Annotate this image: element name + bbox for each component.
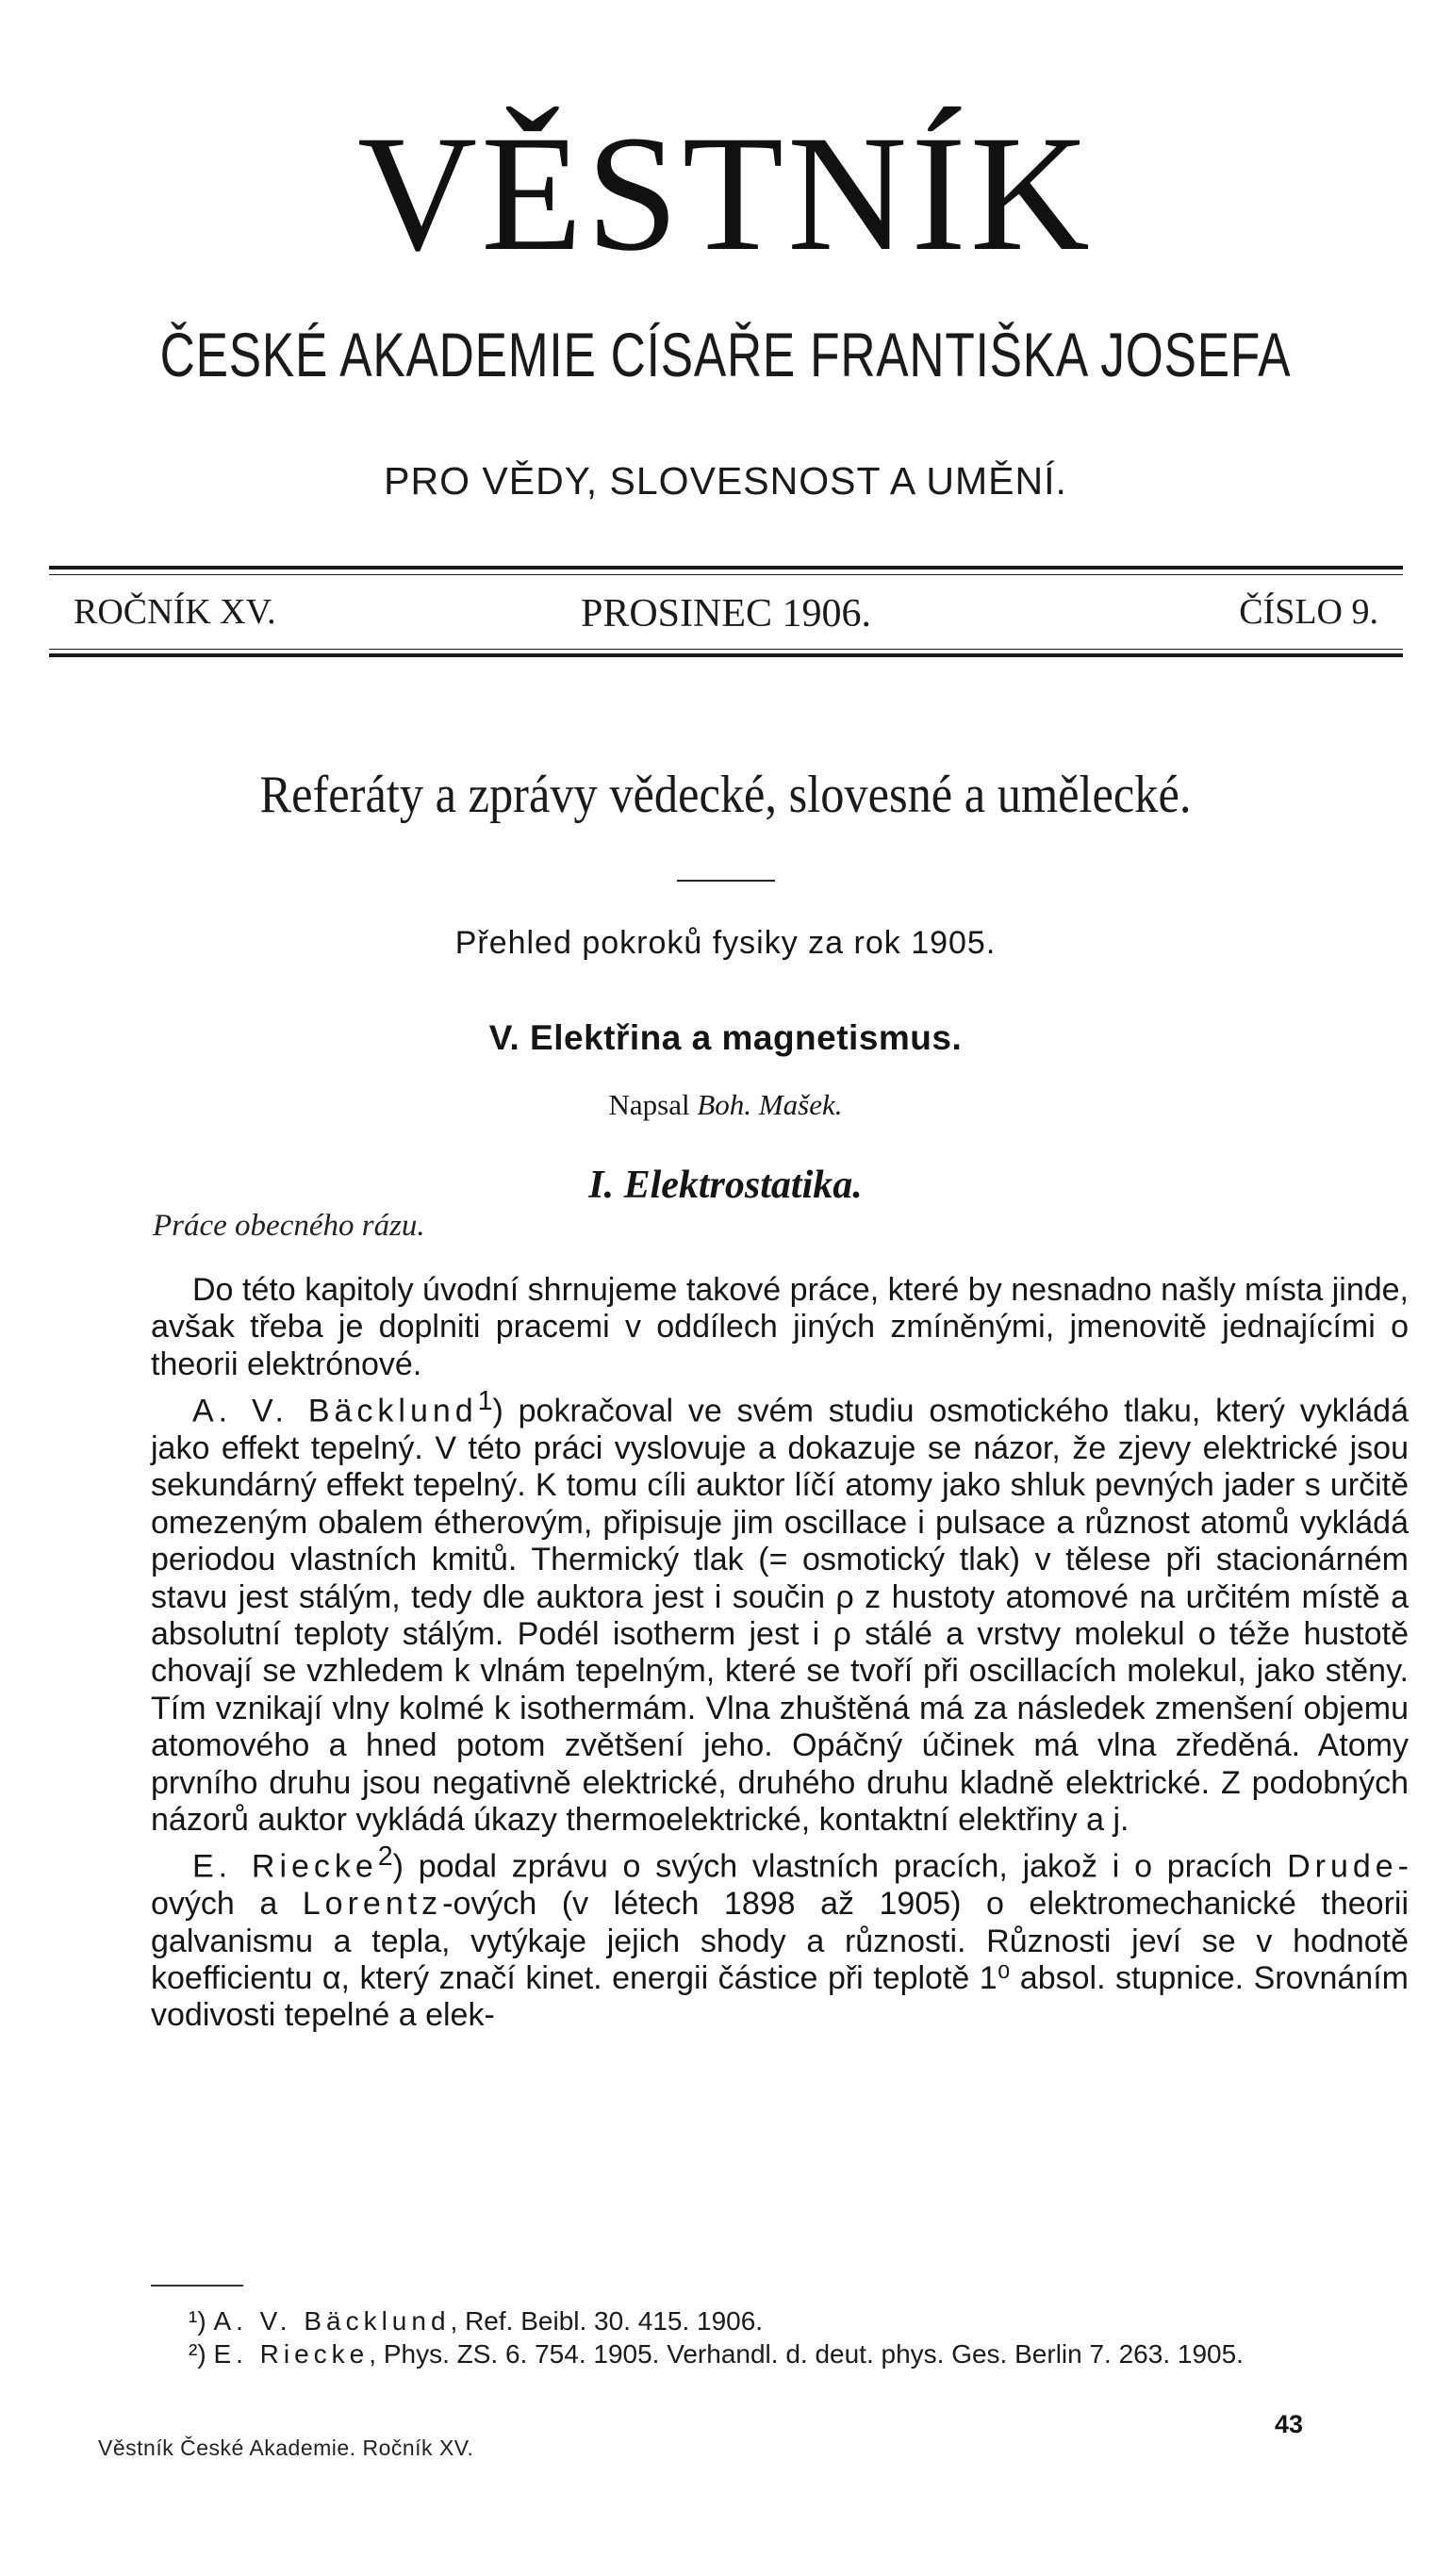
header-rule-top-thick bbox=[49, 566, 1403, 570]
footnote-rule bbox=[151, 2285, 243, 2287]
issue-info-row bbox=[74, 591, 1378, 636]
article-title: Přehled pokroků fysiky za rok 1905. bbox=[454, 925, 997, 961]
issue-date: PROSINEC 1906. bbox=[580, 592, 872, 636]
author-name-lorentz: Lorentz bbox=[302, 1886, 443, 1923]
section-divider bbox=[677, 880, 775, 882]
journal-tagline: PRO VĚDY, SLOVESNOST A UMĚNÍ. bbox=[384, 459, 1067, 503]
footnote-2-author: E. Riecke bbox=[213, 2339, 370, 2369]
footnote-ref-2: 2 bbox=[377, 1841, 393, 1873]
footnote-1-mark: ¹) bbox=[189, 2306, 206, 2336]
header-rule-top-thin bbox=[49, 574, 1403, 575]
paragraph-3-text-c: -ových (v létech 1898 až 1905) o elektromechanické theorii galvanismu a tepla, vytýkaje jejich shody a různosti. Různosti jeví se v hodnotě koefficientu α, který značí kinet. energii částice při teplotě 1⁰ absol. stupnice. Srovnáním vodivosti tepelné a elek- bbox=[151, 1886, 1409, 2034]
paragraph-3 bbox=[151, 1839, 1409, 2034]
paragraph-3-text-b: -ových a bbox=[151, 1848, 1409, 1923]
header-rule-bottom-thick bbox=[49, 653, 1403, 657]
issue-number: ČÍSLO 9. bbox=[1239, 592, 1378, 632]
author-name-backlund: A. V. Bäcklund bbox=[192, 1393, 478, 1429]
paragraph-2-text: ) pokračoval ve svém studiu osmotického tlaku, který vykládá jako effekt tepelný. V této práci vyslovuje a dokazuje se názor, že zjevy elektrické jsou sekundárný effekt tepelný. K tomu cíli auktor líčí atomy jako shluk pevných jader s určitě omezeným obalem étherovým, připisuje jim oscillace i pulsace a různost atomů vykládá periodou vlastních kmitů. Thermický tlak (= osmotický tlak) v tělese při stacionárném stavu jest stálým, tedy dle auktora jest i součin ρ z hustoty atomové na určitém místě a absolutní teploty stálým. Podél isotherm jest i ρ stálé a vrstvy molekul o téže hustotě chovají se vzhledem k vlnám tepelným, které se tvoří při oscillacích molekul, jako stěny. Tím vznikají vlny kolmé k isothermám. Vlna zhuštěná má za následek zmenšení objemu atomového a hned potom zvětšení jeho. Opáčný účinek má vlna zředěná. Atomy prvního druhu jsou negativně elektrické, druhého druhu kladně elektrické. Z podobných názorů auktor vykládá úkazy thermoelektrické, kontaktní elektřiny a j. bbox=[151, 1393, 1409, 1839]
author-name-riecke: E. Riecke bbox=[192, 1848, 378, 1885]
footnote-2-text: , Phys. ZS. 6. 754. 1905. Verhandl. d. deut. phys. Ges. Berlin 7. 263. 1905. bbox=[369, 2339, 1244, 2369]
footnote-1-text: , Ref. Beibl. 30. 415. 1906. bbox=[450, 2306, 764, 2336]
byline-author: Boh. Mašek. bbox=[697, 1088, 843, 1121]
article-byline bbox=[0, 1090, 1451, 1119]
header-rule-bottom-thin bbox=[49, 649, 1403, 650]
paragraph-2 bbox=[151, 1383, 1409, 1839]
paragraph-1: Do této kapitoly úvodní shrnujeme takové práce, které by nesnadno našly místa jinde, avšak třeba je doplniti pracemi v oddílech jiných zmíněnými, jmenovitě jednajícími o theorii elektrónové. bbox=[151, 1272, 1409, 1382]
journal-subtitle: ČESKÉ AKADEMIE CÍSAŘE FRANTIŠKA JOSEFA bbox=[159, 320, 1292, 389]
paragraph-3-text-a: ) podal zprávu o svých vlastních pracích, jakož i o pracích bbox=[392, 1848, 1288, 1885]
footnote-1-author: A. V. Bäcklund bbox=[213, 2306, 451, 2336]
section-heading: Referáty a zprávy vědecké, slovesné a umělecké. bbox=[259, 766, 1192, 824]
footnote-2 bbox=[151, 2337, 1409, 2370]
footnotes bbox=[151, 2304, 1409, 2370]
article-body bbox=[151, 1272, 1409, 2035]
journal-title: VĚSTNÍK bbox=[357, 102, 1094, 286]
author-name-drude: Drude bbox=[1287, 1848, 1398, 1885]
footnote-1 bbox=[151, 2304, 1409, 2337]
footnote-ref-1: 1 bbox=[477, 1386, 493, 1417]
page-number: 43 bbox=[1275, 2410, 1304, 2438]
article-part-title: V. Elektřina a magnetismus. bbox=[488, 1018, 963, 1057]
issue-volume: ROČNÍK XV. bbox=[74, 592, 276, 632]
running-footer: Věstník České Akademie. Ročník XV. bbox=[98, 2436, 474, 2460]
footnote-2-mark: ²) bbox=[189, 2339, 206, 2369]
margin-note: Práce obecného rázu. bbox=[153, 1209, 425, 1243]
byline-prefix: Napsal bbox=[608, 1088, 690, 1121]
subsection-heading: I. Elektrostatika. bbox=[588, 1164, 863, 1207]
